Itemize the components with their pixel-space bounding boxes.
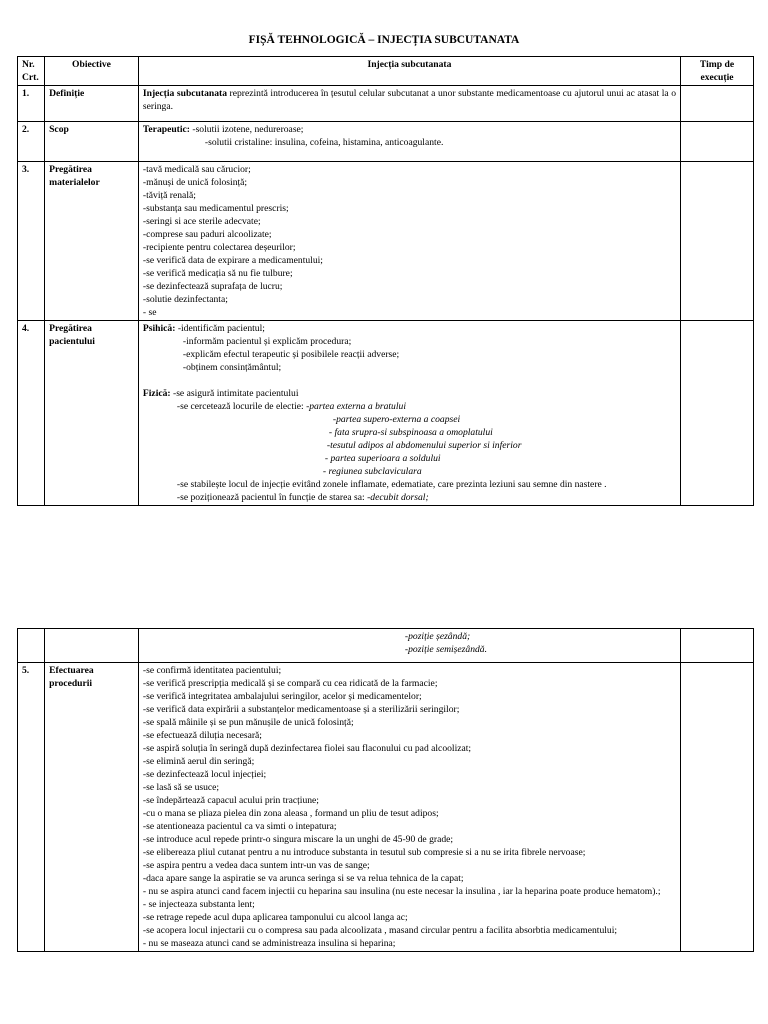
header-obiective: Obiective [45, 57, 139, 86]
procedure-table-2 [17, 628, 754, 952]
list-item: -se îndepărtează capacul acului prin tracțiune; [142, 795, 319, 806]
row-objective [45, 629, 139, 663]
list-item: -se dezinfectează locul injecției; [142, 769, 267, 780]
list-item: -informăm pacientul și explicăm procedura; [182, 336, 352, 347]
list-item: -solutie dezinfectanta; [142, 294, 228, 305]
list-item: -se lasă să se usuce; [142, 782, 220, 793]
list-item: -explicăm efectul terapeutic și posibilele reacții adverse; [182, 349, 400, 360]
row-content [138, 86, 680, 122]
procedure-table-1 [17, 56, 754, 506]
list-item: -se asigură intimitate pacientului [170, 388, 299, 399]
scope-line-1: -solutii izotene, nedureroase; [189, 124, 304, 135]
list-item: -se retrage repede acul dupa aplicarea tamponului cu alcool langa ac; [142, 912, 408, 923]
location-item: -partea externa a bratului [306, 401, 406, 412]
list-item: -se verifică medicația să nu fie tulbure; [142, 268, 293, 279]
location-item: - partea superioara a soldului [324, 453, 441, 464]
table-row [18, 629, 754, 663]
list-item: -seringi si ace sterile adecvate; [142, 216, 261, 227]
header-main: Injecția subcutanata [138, 57, 680, 86]
list-item: -se stabilește locul de injecție evitând zonele inflamate, edematiate, care prezinta leziuni sau semne din nastere . [176, 479, 607, 490]
list-item: -se dezinfectează suprafața de lucru; [142, 281, 283, 292]
table-row [18, 86, 754, 122]
header-row [18, 57, 754, 86]
list-item: -tavă medicală sau cărucior; [142, 164, 251, 175]
table-row [18, 122, 754, 162]
scope-label: Terapeutic: [142, 124, 190, 135]
list-item: -se introduce acul repede printr-o singura miscare la un unghi de 45-90 de grade; [142, 834, 454, 845]
list-item: -se verifică data de expirare a medicamentului; [142, 255, 323, 266]
table-row [18, 663, 754, 952]
list-item: - se [142, 307, 157, 318]
row-content [138, 122, 680, 162]
header-nr: Nr. Crt. [18, 57, 45, 86]
list-item: -se aspira pentru a vedea daca suntem intr-un vas de sange; [142, 860, 370, 871]
row-number: 4. [18, 321, 45, 506]
row-content [138, 629, 680, 663]
list-item: - nu se maseaza atunci cand se administreaza insulina si heparina; [142, 938, 396, 949]
list-item: -se acopera locul injectarii cu o compresa sau pada alcoolizata , masand circular pentru a facilita absorbtia medicamentului; [142, 925, 618, 936]
row-number [18, 629, 45, 663]
list-item: -se elimină aerul din seringă; [142, 756, 255, 767]
row-number: 1. [18, 86, 45, 122]
scope-line-2: -solutii cristaline: insulina, cofeina, histamina, anticoagulante. [204, 137, 444, 148]
list-item: -tăviță renală; [142, 190, 196, 201]
position-item: -decubit dorsal; [367, 492, 429, 503]
list-item: -se confirmă identitatea pacientului; [142, 665, 282, 676]
position-text: -se poziționează pacientul în funcție de starea sa: [176, 492, 368, 503]
list-item: -recipiente pentru colectarea deșeurilor; [142, 242, 296, 253]
patient-prep [138, 321, 680, 506]
list-item: -cu o mana se pliaza pielea din zona aleasa , formand un pliu de tesut adipos; [142, 808, 439, 819]
definition-text: reprezintă introducerea în țesutul celular subcutanat a unor substante medicamentoase cu ajutorul unui ac atasat la o seringa. [142, 88, 677, 112]
list-item: - nu se aspira atunci cand facem injectii cu heparina sau insulina (nu este necesar la insulina , iar la heparina poate produce hematom).; [142, 886, 661, 897]
fizica-label: Fizică: [142, 388, 171, 399]
list-item: -se spală mâinile și se pun mănușile de unică folosință; [142, 717, 354, 728]
list-item: -obținem consințământul; [182, 362, 282, 373]
materials-list [138, 162, 680, 321]
time-cell [681, 629, 754, 663]
position-item: -poziție semișezândă. [404, 644, 487, 655]
list-item: -se verifică prescripția medicală și se compară cu cea ridicată de la farmacie; [142, 678, 438, 689]
list-item: -comprese sau paduri alcoolizate; [142, 229, 272, 240]
list-item: -se atentioneaza pacientul ca va simti o intepatura; [142, 821, 337, 832]
row-objective: Pregătirea pacientului [45, 321, 139, 506]
row-objective: Definiție [45, 86, 139, 122]
list-item: -substanța sau medicamentul prescris; [142, 203, 289, 214]
list-item: -se efectuează diluția necesară; [142, 730, 262, 741]
row-objective: Pregătirea materialelor [45, 162, 139, 321]
row-number: 2. [18, 122, 45, 162]
page-title: FIȘĂ TEHNOLOGICĂ – INJECȚIA SUBCUTANATA [248, 34, 520, 46]
row-number: 3. [18, 162, 45, 321]
header-timp: Timp de execuție [681, 57, 754, 86]
list-item: -mănuși de unică folosință; [142, 177, 248, 188]
time-cell [681, 321, 754, 506]
list-item: - se injecteaza substanta lent; [142, 899, 255, 910]
time-cell [681, 162, 754, 321]
location-item: - fata srupra-si subspinoasa a omoplatului [328, 427, 493, 438]
row-objective: Scop [45, 122, 139, 162]
list-item: -se verifică data expirării a substanțelor medicamentoase și a sterilizării seringilor; [142, 704, 460, 715]
time-cell [681, 122, 754, 162]
time-cell [681, 663, 754, 952]
row-number: 5. [18, 663, 45, 952]
row-objective: Efectuarea procedurii [45, 663, 139, 952]
time-cell [681, 86, 754, 122]
locations-intro: -se cercetează locurile de electie: [176, 401, 307, 412]
table-row [18, 162, 754, 321]
location-item: -tesutul adipos al abdomenului superior si inferior [326, 440, 522, 451]
position-item: -poziție șezândă; [404, 631, 471, 642]
location-item: - regiunea subclaviculara [322, 466, 422, 477]
psihica-label: Psihică: [142, 323, 176, 334]
table-row [18, 321, 754, 506]
list-item: -daca apare sange la aspiratie se va arunca seringa si se va relua tehnica de la capat; [142, 873, 464, 884]
term: Injecția subcutanata [142, 88, 227, 99]
list-item: -se aspiră soluția în seringă după dezinfectarea fiolei sau flaconului cu pad alcoolizat; [142, 743, 472, 754]
procedure-list [138, 663, 680, 952]
list-item: -se verifică integritatea ambalajului seringilor, acelor și medicamentelor; [142, 691, 422, 702]
list-item: -se elibereaza pliul cutanat pentru a nu introduce substanta in tesutul sub compresie si a nu se irita fibrele nervoase; [142, 847, 586, 858]
location-item: -partea supero-externa a coapsei [332, 414, 461, 425]
list-item: -identificăm pacientul; [175, 323, 265, 334]
